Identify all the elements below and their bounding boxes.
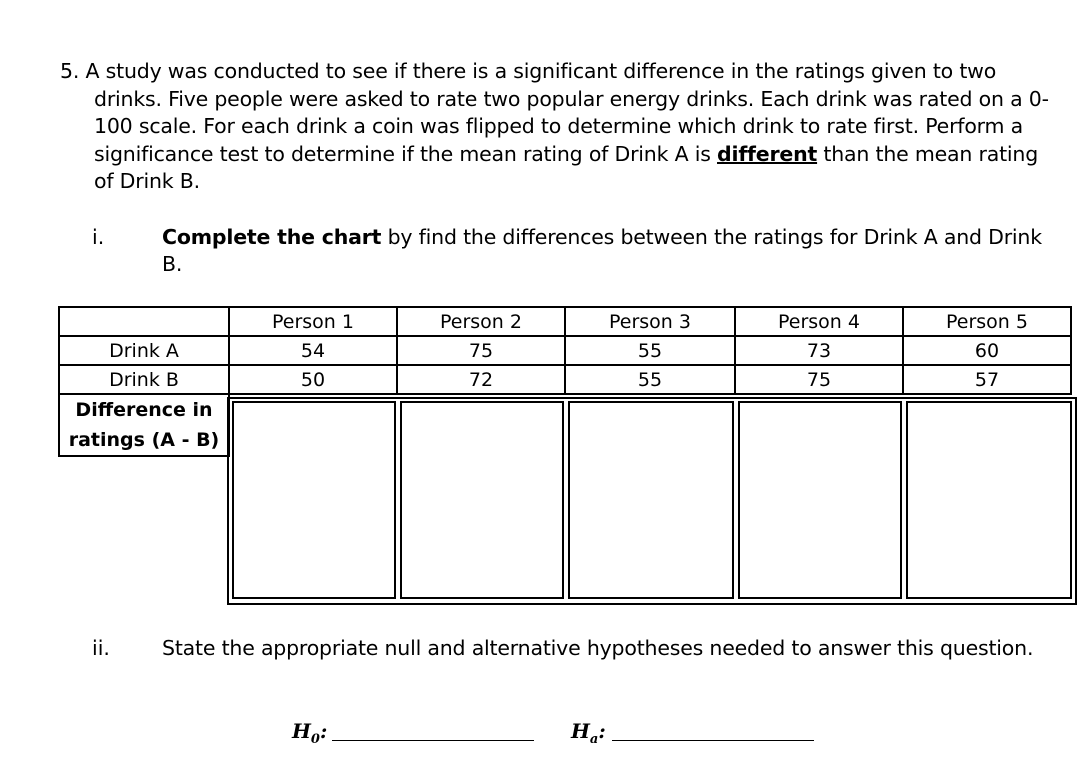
table-cell: 55 — [565, 336, 735, 365]
null-subscript: 0 — [310, 732, 320, 747]
header-cell: Person 3 — [565, 307, 735, 336]
null-symbol: H — [292, 719, 311, 743]
alt-colon: : — [598, 719, 606, 743]
problem-statement — [60, 58, 1050, 196]
alt-hypothesis-label — [571, 719, 606, 747]
table-cell: 55 — [565, 365, 735, 394]
table-cell: 50 — [229, 365, 397, 394]
difference-answer-box[interactable] — [568, 401, 734, 599]
header-cell: Person 2 — [397, 307, 565, 336]
header-cell-blank — [59, 307, 229, 336]
table-cell: 72 — [397, 365, 565, 394]
emphasis-word: different — [717, 141, 818, 166]
row-label: Drink A — [59, 336, 229, 365]
table-cell: 75 — [735, 365, 903, 394]
alt-hypothesis-blank[interactable] — [612, 740, 814, 741]
alt-symbol: H — [571, 719, 590, 743]
part-i-text — [162, 224, 1042, 278]
null-hypothesis-blank[interactable] — [332, 740, 534, 741]
row-label: Drink B — [59, 365, 229, 394]
header-cell: Person 5 — [903, 307, 1071, 336]
null-colon: : — [319, 719, 328, 743]
header-cell: Person 1 — [229, 307, 397, 336]
part-i-label: i. — [92, 225, 105, 249]
difference-answer-box[interactable] — [738, 401, 902, 599]
null-hypothesis-label — [292, 719, 327, 747]
table-cell: 54 — [229, 336, 397, 365]
table-cell: 73 — [735, 336, 903, 365]
header-cell: Person 4 — [735, 307, 903, 336]
problem-text-before: A study was conducted to see if there is a significant difference in the ratings given to two drinks. Five people were asked to rate two popular energy drinks. Each drink was rated on a 0-100 scale. For each drink a coin was flipped to determine which drink to rate first. Perform a significance test to determine if the mean rating of Drink A is — [85, 59, 1049, 166]
part-i-rest: by find the differences between the ratings for Drink A and Drink B. — [162, 225, 1042, 276]
problem-number: 5. — [60, 59, 80, 83]
table-cell: 60 — [903, 336, 1071, 365]
part-ii-text: State the appropriate null and alternative hypotheses needed to answer this question. — [162, 636, 1034, 660]
alt-subscript: a — [589, 732, 599, 747]
table-cell: 75 — [397, 336, 565, 365]
difference-answer-box[interactable] — [906, 401, 1072, 599]
table-header-row — [59, 307, 1071, 336]
difference-label-line2: ratings (A - B) — [68, 429, 220, 451]
part-i-bold: Complete the chart — [162, 225, 382, 249]
difference-label — [59, 394, 229, 456]
difference-label-line1: Difference in — [75, 399, 213, 421]
problem-text-after: than the mean rating of Drink B. — [94, 141, 1039, 193]
difference-answer-box[interactable] — [400, 401, 564, 599]
part-ii-label: ii. — [92, 636, 110, 660]
table-row-drink-b — [59, 365, 1071, 394]
difference-answer-box[interactable] — [232, 401, 396, 599]
table-cell: 57 — [903, 365, 1071, 394]
table-row-drink-a — [59, 336, 1071, 365]
